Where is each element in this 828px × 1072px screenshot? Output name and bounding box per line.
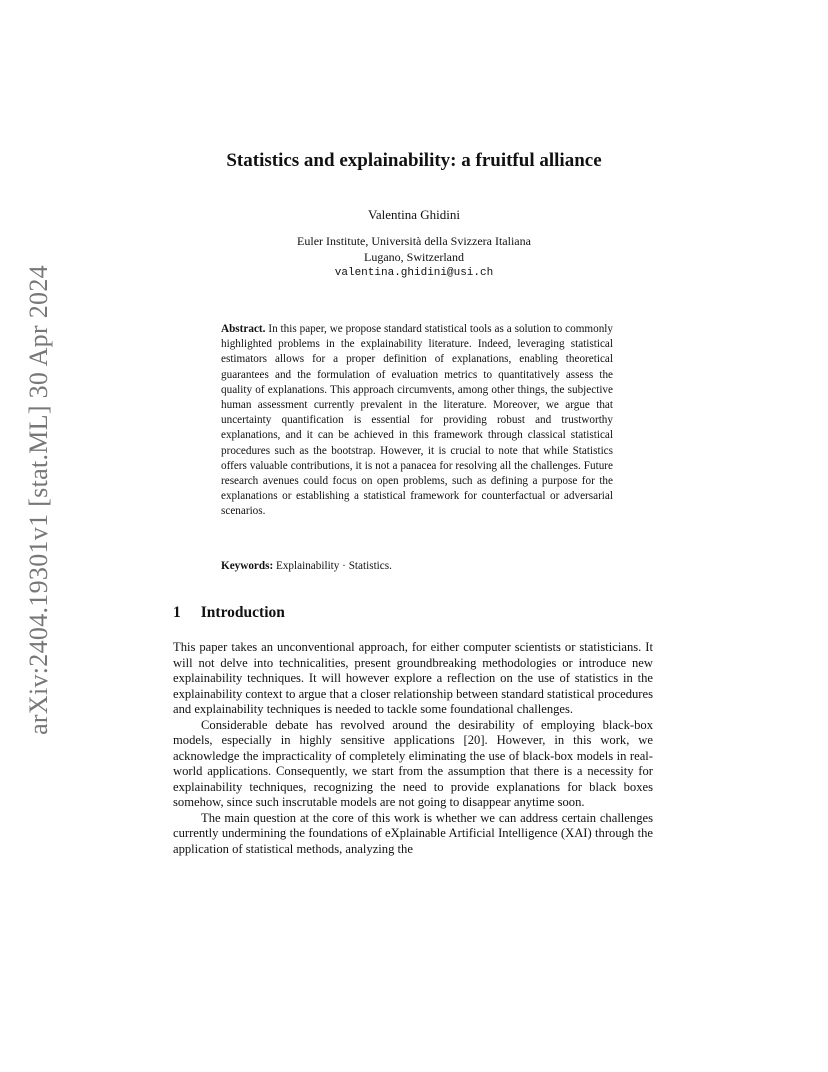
abstract-label: Abstract. [221, 323, 266, 335]
affiliation-institute: Euler Institute, Università della Svizzera Italiana [297, 234, 531, 248]
paper-title: Statistics and explainability: a fruitful alliance [226, 150, 602, 171]
section-title: Introduction [200, 604, 285, 621]
abstract [221, 322, 613, 520]
arxiv-side-identifier [14, 250, 64, 750]
paragraph: The main question at the core of this work is whether we can address certain challenges currently undermining the foundations of eXplainable Artificial Intelligence (XAI) through the application of statistical methods, analyzing the [173, 810, 653, 856]
keywords-label: Keywords: [221, 560, 274, 572]
arxiv-identifier-text: arXiv:2404.19301v1 [stat.ML] 30 Apr 2024 [24, 265, 53, 735]
keywords-text: Explainability · Statistics. [276, 560, 392, 572]
author-name: Valentina Ghidini [367, 207, 461, 222]
affiliation-location: Lugano, Switzerland [364, 250, 464, 264]
affiliation-block [0, 233, 828, 281]
section-number: 1 [173, 604, 181, 621]
paragraph: Considerable debate has revolved around the desirability of employing black-box models, especially in highly sensitive applications [20]. However, in this work, we acknowledge the impracticality of completely eliminating the use of black-box models in real-world applications. Consequently, we start from the assumption that there is a necessity for explainability techniques, recognizing the need to provide explanations for black boxes somehow, since such inscrutable models are not going to disappear anytime soon. [173, 717, 653, 809]
introduction-body [173, 640, 653, 857]
paragraph: This paper takes an unconventional approach, for either computer scientists or statisticians. It will not delve into technicalities, present groundbreaking methodologies or introduce new explainability techniques. It will however explore a reflection on the use of statistics in the explainability context to argue that a closer relationship between standard statistical procedures and explainability techniques is needed to tackle some foundational challenges. [173, 640, 653, 716]
author-email[interactable]: valentina.ghidini@usi.ch [334, 267, 494, 279]
abstract-text: In this paper, we propose standard statistical tools as a solution to commonly highlighted problems in the explainability literature. Indeed, leveraging statistical estimators allows for a proper definition of explanations, enabling theoretical guarantees and the formulation of evaluation metrics to quantitatively assess the quality of explanations. This approach circumvents, among other things, the subjective human assessment currently prevalent in the literature. Moreover, we argue that uncertainty quantification is essential for providing robust and trustworthy explanations, and it can be achieved in this framework through classical statistical procedures such as the bootstrap. However, it is crucial to note that while Statistics offers valuable contributions, it is not a panacea for resolving all the challenges. Future research avenues could focus on open problems, such as defining a purpose for the explanations or establishing a statistical framework for counterfactual or adversarial scenarios. [221, 323, 614, 518]
section-heading [173, 604, 285, 622]
keywords [221, 560, 613, 572]
